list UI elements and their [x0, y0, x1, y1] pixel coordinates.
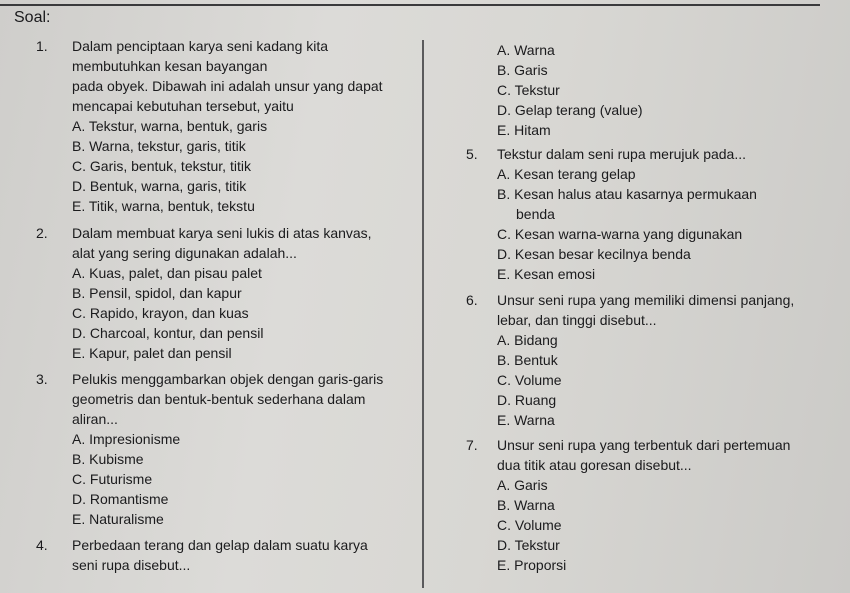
- question-number: 4.: [36, 537, 48, 554]
- column-divider: [422, 40, 424, 588]
- question-text-line: seni rupa disebut...: [72, 557, 191, 574]
- question-text-line: Dalam membuat karya seni lukis di atas kanvas,: [72, 225, 372, 242]
- answer-option: E. Proporsi: [497, 557, 567, 574]
- answer-option: B. Warna: [497, 497, 555, 514]
- answer-option: E. Hitam: [497, 122, 551, 138]
- question-number: 1.: [36, 38, 48, 54]
- answer-option: C. Futurisme: [72, 470, 153, 487]
- answer-option: C. Kesan warna-warna yang digunakan: [497, 226, 743, 242]
- question-text-line: Pelukis menggambarkan objek dengan garis-garis: [72, 370, 384, 387]
- question-text-line: mencapai kebutuhan tersebut, yaitu: [72, 98, 294, 114]
- question-text-line: Unsur seni rupa yang memiliki dimensi panjang,: [497, 291, 795, 308]
- question-text-line: Unsur seni rupa yang terbentuk dari pertemuan: [497, 437, 791, 454]
- question-text-line: lebar, dan tinggi disebut...: [497, 311, 657, 328]
- worksheet-heading: Soal:: [14, 9, 51, 26]
- answer-option: B. Kubisme: [72, 450, 144, 467]
- answer-option: C. Volume: [497, 371, 562, 388]
- question-3: [0, 369, 420, 529]
- question-text-line: Tekstur dalam seni rupa merujuk pada...: [497, 146, 747, 162]
- answer-option: D. Charcoal, kontur, dan pensil: [72, 325, 264, 342]
- question-text-line: Dalam penciptaan karya seni kadang kita: [72, 38, 329, 54]
- answer-option: B. Bentuk: [497, 351, 558, 368]
- question-4: [0, 535, 420, 575]
- question-2: [0, 223, 420, 363]
- question-5: [430, 144, 845, 284]
- answer-option: E. Warna: [497, 411, 555, 428]
- question-cont: [430, 40, 845, 140]
- answer-option: A. Impresionisme: [72, 430, 181, 447]
- question-number: 7.: [466, 437, 478, 454]
- question-text-line: dua titik atau goresan disebut...: [497, 457, 692, 474]
- answer-option: B. Warna, tekstur, garis, titik: [72, 138, 246, 154]
- answer-option: A. Kuas, palet, dan pisau palet: [72, 265, 262, 282]
- answer-option: E. Titik, warna, bentuk, tekstu: [72, 198, 255, 214]
- answer-option: benda: [516, 206, 555, 222]
- answer-option: D. Gelap terang (value): [497, 102, 643, 118]
- question-number: 3.: [36, 370, 48, 387]
- question-text-line: geometris dan bentuk-bentuk sederhana dalam: [72, 390, 366, 407]
- question-6: [430, 290, 845, 430]
- question-number: 2.: [36, 225, 48, 242]
- answer-option: D. Ruang: [497, 391, 557, 408]
- answer-option: E. Kapur, palet dan pensil: [72, 345, 232, 362]
- answer-option: E. Kesan emosi: [497, 266, 596, 282]
- question-text-line: membutuhkan kesan bayangan: [72, 58, 268, 74]
- question-1: [0, 36, 420, 216]
- answer-option: C. Garis, bentuk, tekstur, titik: [72, 158, 251, 174]
- answer-option: C. Rapido, krayon, dan kuas: [72, 305, 249, 322]
- answer-option: B. Garis: [497, 62, 548, 78]
- answer-option: B. Kesan halus atau kasarnya permukaan: [497, 186, 757, 202]
- answer-option: E. Naturalisme: [72, 510, 164, 527]
- question-text-line: alat yang sering digunakan adalah...: [72, 245, 297, 262]
- answer-option: D. Romantisme: [72, 490, 169, 507]
- question-number: 5.: [466, 146, 478, 162]
- answer-option: D. Tekstur: [497, 537, 560, 554]
- question-7: [430, 435, 845, 575]
- answer-option: A. Tekstur, warna, bentuk, garis: [72, 118, 268, 134]
- answer-option: A. Garis: [497, 477, 548, 494]
- question-text-line: Perbedaan terang dan gelap dalam suatu karya: [72, 537, 368, 554]
- question-number: 6.: [466, 291, 478, 308]
- answer-option: A. Warna: [497, 42, 555, 58]
- answer-option: C. Volume: [497, 517, 562, 534]
- question-text-line: aliran...: [72, 410, 118, 427]
- answer-option: D. Bentuk, warna, garis, titik: [72, 178, 247, 194]
- question-text-line: pada obyek. Dibawah ini adalah unsur yang dapat: [72, 78, 383, 94]
- answer-option: D. Kesan besar kecilnya benda: [497, 246, 691, 262]
- answer-option: B. Pensil, spidol, dan kapur: [72, 285, 242, 302]
- answer-option: A. Kesan terang gelap: [497, 166, 636, 182]
- answer-option: A. Bidang: [497, 331, 558, 348]
- answer-option: C. Tekstur: [497, 82, 560, 98]
- top-rule: [0, 4, 820, 6]
